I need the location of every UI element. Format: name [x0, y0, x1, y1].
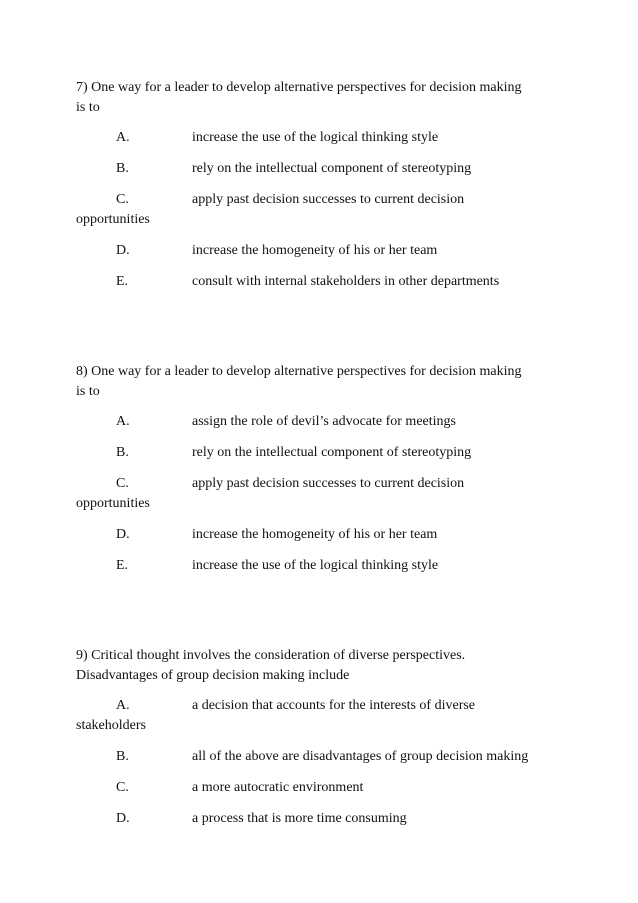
option-text: increase the use of the logical thinking style [192, 130, 439, 145]
option-letter: C. [116, 780, 129, 795]
option-c [76, 474, 576, 514]
option-text-continuation: opportunities [76, 496, 150, 511]
stem-line: 7) One way for a leader to develop alternative perspectives for decision making [76, 80, 522, 95]
option-text: apply past decision successes to current decision [192, 192, 465, 207]
option-a [76, 128, 576, 148]
stem-line: 9) Critical thought involves the consideration of diverse perspectives. [76, 648, 466, 663]
stem-line: 8) One way for a leader to develop alternative perspectives for decision making [76, 364, 522, 379]
option-text-continuation: opportunities [76, 212, 150, 227]
option-letter: D. [116, 811, 130, 826]
question-7 [76, 78, 576, 292]
option-b [76, 747, 576, 767]
option-letter: E. [116, 274, 129, 289]
question-stem [76, 78, 576, 118]
option-letter: A. [116, 698, 130, 713]
option-b [76, 443, 576, 463]
option-c [76, 190, 576, 230]
option-e [76, 556, 576, 576]
option-d [76, 809, 576, 829]
option-letter: D. [116, 527, 130, 542]
option-d [76, 525, 576, 545]
option-b [76, 159, 576, 179]
option-c [76, 778, 576, 798]
option-d [76, 241, 576, 261]
option-letter: D. [116, 243, 130, 258]
option-text: rely on the intellectual component of stereotyping [192, 445, 472, 460]
stem-line: is to [76, 384, 100, 399]
option-a [76, 696, 576, 736]
option-text: increase the homogeneity of his or her team [192, 243, 438, 258]
option-a [76, 412, 576, 432]
option-letter: E. [116, 558, 129, 573]
option-letter: A. [116, 130, 130, 145]
option-text: consult with internal stakeholders in other departments [192, 274, 500, 289]
option-text: a decision that accounts for the interests of diverse [192, 698, 476, 713]
option-text: increase the use of the logical thinking style [192, 558, 439, 573]
option-e [76, 272, 576, 292]
option-text: apply past decision successes to current decision [192, 476, 465, 491]
option-text: all of the above are disadvantages of group decision making [192, 749, 529, 764]
option-text: assign the role of devil’s advocate for meetings [192, 414, 456, 429]
option-letter: C. [116, 192, 129, 207]
option-text: a process that is more time consuming [192, 811, 407, 826]
option-letter: C. [116, 476, 129, 491]
option-letter: B. [116, 749, 129, 764]
question-9 [76, 646, 576, 829]
option-text: rely on the intellectual component of stereotyping [192, 161, 472, 176]
stem-line: Disadvantages of group decision making include [76, 668, 350, 683]
question-stem [76, 646, 576, 686]
stem-line: is to [76, 100, 100, 115]
option-letter: B. [116, 445, 129, 460]
question-8 [76, 362, 576, 576]
option-letter: B. [116, 161, 129, 176]
option-text: a more autocratic environment [192, 780, 364, 795]
option-letter: A. [116, 414, 130, 429]
question-stem [76, 362, 576, 402]
option-text: increase the homogeneity of his or her team [192, 527, 438, 542]
option-text-continuation: stakeholders [76, 718, 146, 733]
